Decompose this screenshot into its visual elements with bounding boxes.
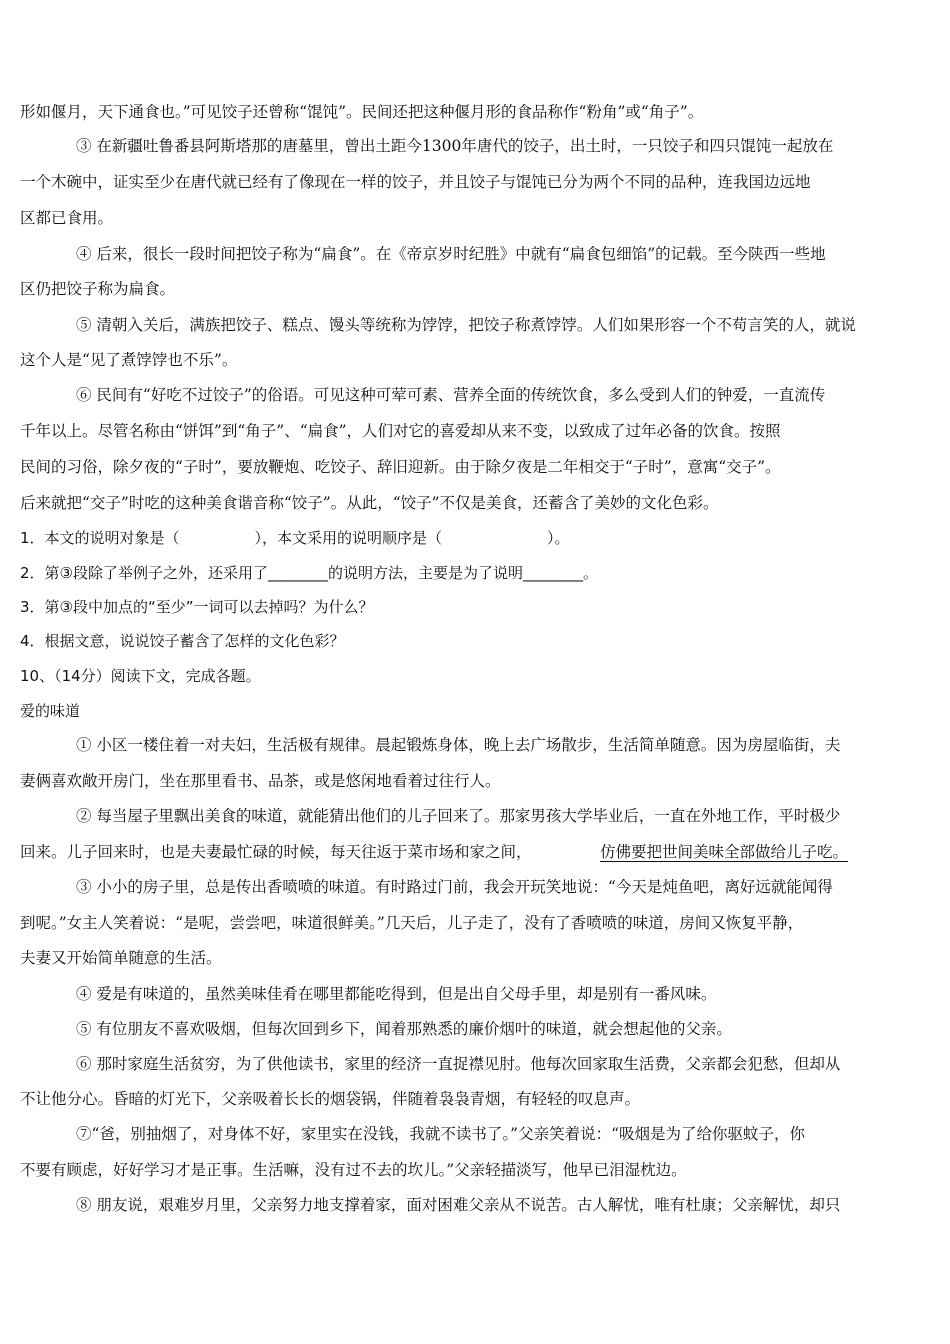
paragraph-line: [0, 727, 950, 763]
paragraph-line: [0, 763, 950, 799]
text-line: 不要有顾虑，好好学习才是正事。生活嘛，没有过不去的坎儿。”父亲轻描淡写，他早已泪湿枕边。: [20, 1161, 687, 1179]
text-line: ① 小区一楼住着一对夫妇，生活极有规律。晨起锻炼身体，晚上去广场散步，生活简单随意。因为房屋临街，夫: [76, 736, 841, 754]
paragraph-line: [0, 1116, 950, 1152]
paragraph-line: [0, 1046, 950, 1082]
paragraph-line: [0, 1011, 950, 1047]
text-line: 回来。儿子回来时，也是夫妻最忙碌的时候，每天往返于菜市场和家之间，: [20, 843, 532, 861]
text-line: 到呢。”女主人笑着说：“是呢，尝尝吧，味道很鲜美。”几天后，儿子走了，没有了香喷喷的味道，房间又恢复平静，: [20, 914, 804, 932]
text-line: 千年以上。尽管名称由“饼饵”到“角子”、“扁食”，人们对它的喜爱却从来不变，以致成了过年必备的饮食。按照: [20, 422, 781, 440]
text-line: 后来就把“交子”时吃的这种美食谐音称“饺子”。从此，“饺子”不仅是美食，还蓄含了美妙的文化色彩。: [20, 494, 719, 512]
paragraph-line: [0, 271, 950, 307]
question-text: 4．根据文意，说说饺子蓄含了怎样的文化色彩？: [20, 632, 345, 650]
paragraph-line: [0, 377, 950, 413]
text-line: 夫妻又开始简单随意的生活。: [20, 949, 222, 967]
paragraph-line: [0, 485, 950, 521]
question-4: [0, 623, 950, 659]
paragraph-line: [0, 307, 950, 343]
paragraph-line: [0, 128, 950, 164]
paragraph-line: [0, 798, 950, 834]
text-line: ④ 后来，很长一段时间把饺子称为“扁食”。在《帝京岁时纪胜》中就有“扁食包细馅”的记载。至今陕西一些地: [76, 245, 826, 263]
paragraph-line: [0, 94, 950, 130]
text-line: ⑧ 朋友说，艰难岁月里，父亲努力地支撑着家，面对困难父亲从不说苦。古人解忧，唯有杜康；父亲解忧，却只: [76, 1196, 841, 1214]
article-title: [0, 693, 950, 729]
paragraph-line: [0, 164, 950, 200]
paragraph-line: [0, 1152, 950, 1188]
paragraph-line: [0, 1187, 950, 1223]
underlined-sentence: 仿佛要把世间美味全部做给儿子吃。: [600, 843, 849, 861]
text-line: 区仍把饺子称为扁食。: [20, 280, 176, 298]
text-line: ⑤ 有位朋友不喜欢吸烟，但每次回到乡下，闻着那熟悉的廉价烟叶的味道，就会想起他的父亲。: [76, 1020, 732, 1038]
text-line: 区都已食用。: [20, 209, 114, 227]
text-line: ③ 在新疆吐鲁番县阿斯塔那的唐墓里，曾出土距今1300年唐代的饺子，出土时，一只饺子和四只馄饨一起放在: [76, 137, 834, 155]
paragraph-line: [0, 869, 950, 905]
paragraph-line: [0, 236, 950, 272]
text-line: ③ 小小的房子里，总是传出香喷喷的味道。有时路过门前，我会开玩笑地说：“今天是炖鱼吧，离好远就能闻得: [76, 878, 833, 896]
text-line: ⑦“爸，别抽烟了，对身体不好，家里实在没钱，我就不读书了。”父亲笑着说：“吸烟是为了给你驱蚊子，你: [76, 1125, 806, 1143]
text-line: 一个木碗中，证实至少在唐代就已经有了像现在一样的饺子，并且饺子与馄饨已分为两个不同的品种，连我国边远地: [20, 173, 811, 191]
question-text: 2．第③段除了举例子之外，还采用了________的说明方法，主要是为了说明________。: [20, 564, 598, 582]
text-line: 不让他分心。昏暗的灯光下，父亲吸着长长的烟袋锅，伴随着袅袅青烟，有轻轻的叹息声。: [20, 1090, 641, 1108]
text-line: ② 每当屋子里飘出美食的味道，就能猜出他们的儿子回来了。那家男孩大学毕业后，一直在外地工作，平时极少: [76, 807, 841, 825]
text-line: ⑥ 民间有“好吃不过饺子”的俗语。可见这种可荤可素、营养全面的传统饮食，多么受到人们的钟爱，一直流传: [76, 386, 826, 404]
question-text: 3．第③段中加点的“至少”一词可以去掉吗？为什么？: [20, 598, 374, 616]
paragraph-line: [0, 449, 950, 485]
article-title-text: 爱的味道: [20, 702, 81, 720]
paragraph-line: [0, 905, 950, 941]
question-3: [0, 589, 950, 625]
question-text: 1．本文的说明对象是（ ），本文采用的说明顺序是（ ）。: [20, 529, 570, 547]
paragraph-line: [0, 834, 950, 870]
paragraph-line: [0, 342, 950, 378]
paragraph-line: [0, 976, 950, 1012]
paragraph-line: [0, 413, 950, 449]
paragraph-line: [0, 200, 950, 236]
section-heading-text: 10、（14分）阅读下文，完成各题。: [20, 667, 261, 685]
question-2: [0, 555, 950, 591]
text-line: 这个人是“见了煮饽饽也不乐”。: [20, 351, 238, 369]
question-1: [0, 520, 950, 556]
text-line: ⑥ 那时家庭生活贫穷，为了供他读书，家里的经济一直捉襟见肘。他每次回家取生活费，父亲都会犯愁，但却从: [76, 1055, 841, 1073]
text-line: 妻俩喜欢敞开房门，坐在那里看书、品茶，或是悠闲地看着过往行人。: [20, 772, 501, 790]
text-line: ④ 爱是有味道的，虽然美味佳肴在哪里都能吃得到，但是出自父母手里，却是别有一番风味。: [76, 985, 717, 1003]
text-line: 民间的习俗，除夕夜的“子时”，要放鞭炮、吃饺子、辞旧迎新。由于除夕夜是二年相交于“子时”，意寓“交子”。: [20, 458, 781, 476]
text-line: ⑤ 清朝入关后，满族把饺子、糕点、馒头等统称为饽饽，把饺子称煮饽饽。人们如果形容一个不苟言笑的人，就说: [76, 316, 856, 334]
text-line: 形如偃月，天下通食也。”可见饺子还曾称“馄饨”。民间还把这种偃月形的食品称作“粉角”或“角子”。: [20, 103, 704, 121]
paragraph-line: [0, 1081, 950, 1117]
section-heading: [0, 658, 950, 694]
paragraph-line: [0, 940, 950, 976]
